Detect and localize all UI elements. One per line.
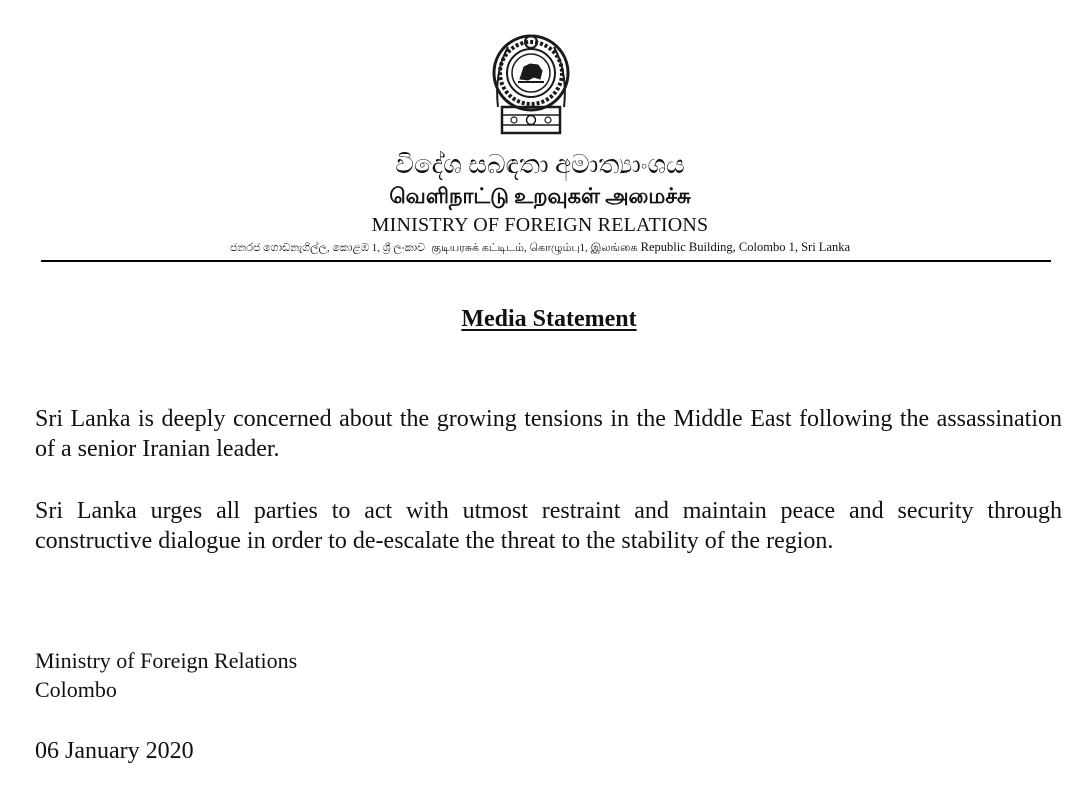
signature-block [35, 646, 297, 704]
ministry-name-sinhala: විදේශ සබඳතා අමාත්‍යාංශය [395, 150, 685, 179]
statement-paragraph: Sri Lanka is deeply concerned about the growing tensions in the Middle East following the assassination of a senior Iranian leader. [35, 406, 1062, 462]
ministry-name-english: MINISTRY OF FOREIGN RELATIONS [371, 214, 709, 236]
signature-city: Colombo [35, 677, 117, 702]
ministry-address [0, 239, 1080, 256]
state-emblem-icon [488, 33, 574, 139]
address-sinhala: ජනරජ ගොඩනැගිල්ල, කොළඹ 1, ශ්‍රී ලංකාව [229, 242, 426, 254]
ministry-name-tamil: வெளிநாட்டு உறவுகள் அமைச்சு [389, 184, 691, 208]
letterhead-divider [41, 260, 1051, 262]
address-tamil: குடியரசுக் கட்டிடம், கொழும்பு1, இலங்கை [431, 242, 638, 254]
statement-date: 06 January 2020 [35, 738, 194, 764]
letterhead [0, 0, 1080, 270]
signature-organization: Ministry of Foreign Relations [35, 648, 298, 673]
address-english: Republic Building, Colombo 1, Sri Lanka [640, 240, 851, 254]
statement-paragraph: Sri Lanka urges all parties to act with utmost restraint and maintain peace and security through constructive dialogue in order to de-escalate the threat to the stability of the region. [35, 498, 1062, 554]
document-title: Media Statement [461, 306, 637, 332]
